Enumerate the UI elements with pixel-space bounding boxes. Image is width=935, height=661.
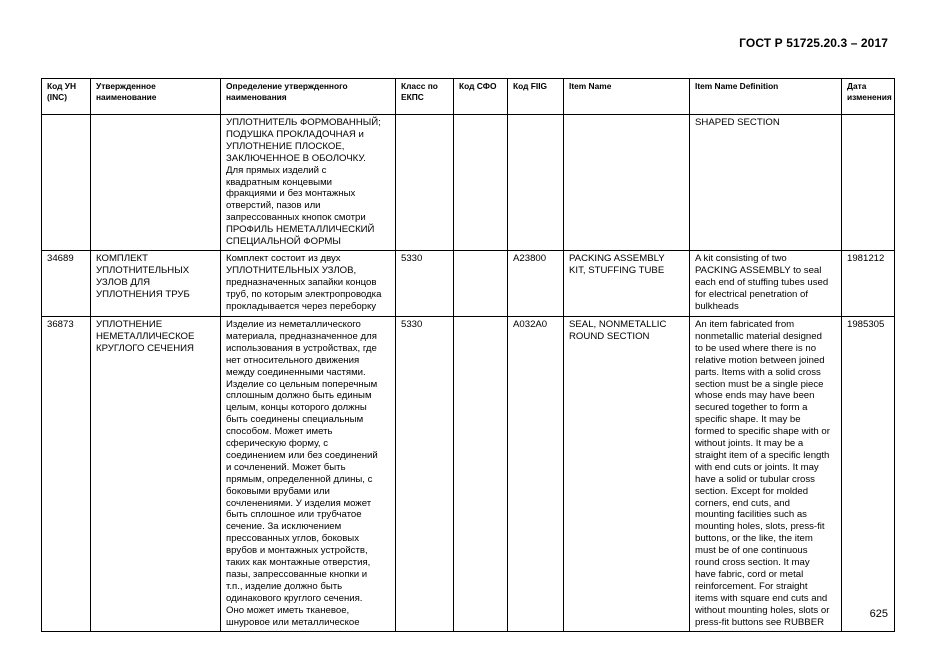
cell-definition: Изделие из неметаллического материала, предназначенное для использования в устройствах, где нет относительного движения между соединенными частями. Изделие со цельным поперечным сплошным должно быть единым целым, концы которого должны быть соединены специальным способом. Может иметь сферическую форму, с соединением или без соединений и сочленений. Может быть прямым, определенной длины, с боковыми врубами или сочленениями. У изделия может быть сплошное или трубчатое сечение. За исключением прессованных углов, боковых врубов и монтажных устройств, таких как монтажные отверстия, пазы, запрессованные кнопки и т.п., изделие должно быть одинакового круглого сечения. Оно может иметь тканевое, шнуровое или металлическое [221, 316, 396, 631]
table-row [42, 316, 895, 631]
header-change-date: Дата изменения [842, 79, 895, 115]
header-approved-name: Утвержденное наименование [91, 79, 221, 115]
cell-approved-name [91, 115, 221, 251]
cell-inc: 36873 [42, 316, 91, 631]
header-item-definition: Item Name Definition [690, 79, 842, 115]
cell-definition: УПЛОТНИТЕЛЬ ФОРМОВАННЫЙ; ПОДУШКА ПРОКЛАДОЧНАЯ и УПЛОТНЕНИЕ ПЛОСКОЕ, ЗАКЛЮЧЕННОЕ В ОБОЛОЧКУ. Для прямых изделий с квадратным концевыми фракциями и без монтажных отверстий, пазов или запрессованных кнопок смотри ПРОФИЛЬ НЕМЕТАЛЛИЧЕСКИЙ СПЕЦИАЛЬНОЙ ФОРМЫ [221, 115, 396, 251]
cell-approved-name: КОМПЛЕКТ УПЛОТНИТЕЛЬНЫХ УЗЛОВ ДЛЯ УПЛОТНЕНИЯ ТРУБ [91, 250, 221, 316]
items-table [41, 78, 895, 632]
header-definition: Определение утвержденного наименования [221, 79, 396, 115]
cell-sfo-code [454, 316, 508, 631]
header-fiig-code: Код FIIG [508, 79, 564, 115]
cell-item-definition: An item fabricated from nonmetallic material designed to be used where there is no relative motion between joined parts. Items with a solid cross section must be a single piece whose ends may have been secured together to form a specific shape. It may be formed to specific shape with or without joints. It may be a straight item of a specific length with end cuts or joints. It may have a solid or tubular cross section. Except for molded corners, end cuts, and mounting facilities such as mounting holes, slots, press-fit buttons, or the like, the item must be of one continuous round cross section. It may have fabric, cord or metal reinforcement. For straight items with square end cuts and without mounting holes, slots or press-fit buttons see RUBBER [690, 316, 842, 631]
page-number: 625 [869, 608, 888, 620]
cell-ekps-class [396, 115, 454, 251]
table-row [42, 115, 895, 251]
document-standard-title: ГОСТ Р 51725.20.3 – 2017 [739, 36, 888, 50]
cell-fiig-code: A032A0 [508, 316, 564, 631]
cell-inc: 34689 [42, 250, 91, 316]
header-ekps-class: Класс по ЕКПС [396, 79, 454, 115]
cell-approved-name: УПЛОТНЕНИЕ НЕМЕТАЛЛИЧЕСКОЕ КРУГЛОГО СЕЧЕНИЯ [91, 316, 221, 631]
cell-item-definition: A kit consisting of two PACKING ASSEMBLY to seal each end of stuffing tubes used for electrical penetration of bulkheads [690, 250, 842, 316]
header-inc: Код УН (INC) [42, 79, 91, 115]
cell-inc [42, 115, 91, 251]
cell-ekps-class: 5330 [396, 250, 454, 316]
cell-change-date [842, 115, 895, 251]
cell-fiig-code [508, 115, 564, 251]
cell-sfo-code [454, 115, 508, 251]
header-sfo-code: Код СФО [454, 79, 508, 115]
cell-item-name: SEAL, NONMETALLIC ROUND SECTION [564, 316, 690, 631]
cell-ekps-class: 5330 [396, 316, 454, 631]
cell-item-definition: SHAPED SECTION [690, 115, 842, 251]
cell-sfo-code [454, 250, 508, 316]
cell-change-date: 1981212 [842, 250, 895, 316]
cell-change-date: 1985305 [842, 316, 895, 631]
table-header-row [42, 79, 895, 115]
cell-item-name: PACKING ASSEMBLY KIT, STUFFING TUBE [564, 250, 690, 316]
cell-definition: Комплект состоит из двух УПЛОТНИТЕЛЬНЫХ УЗЛОВ, предназначенных запайки концов труб, по которым электропроводка прокладывается через переборку [221, 250, 396, 316]
cell-item-name [564, 115, 690, 251]
header-item-name: Item Name [564, 79, 690, 115]
table-row [42, 250, 895, 316]
cell-fiig-code: A23800 [508, 250, 564, 316]
